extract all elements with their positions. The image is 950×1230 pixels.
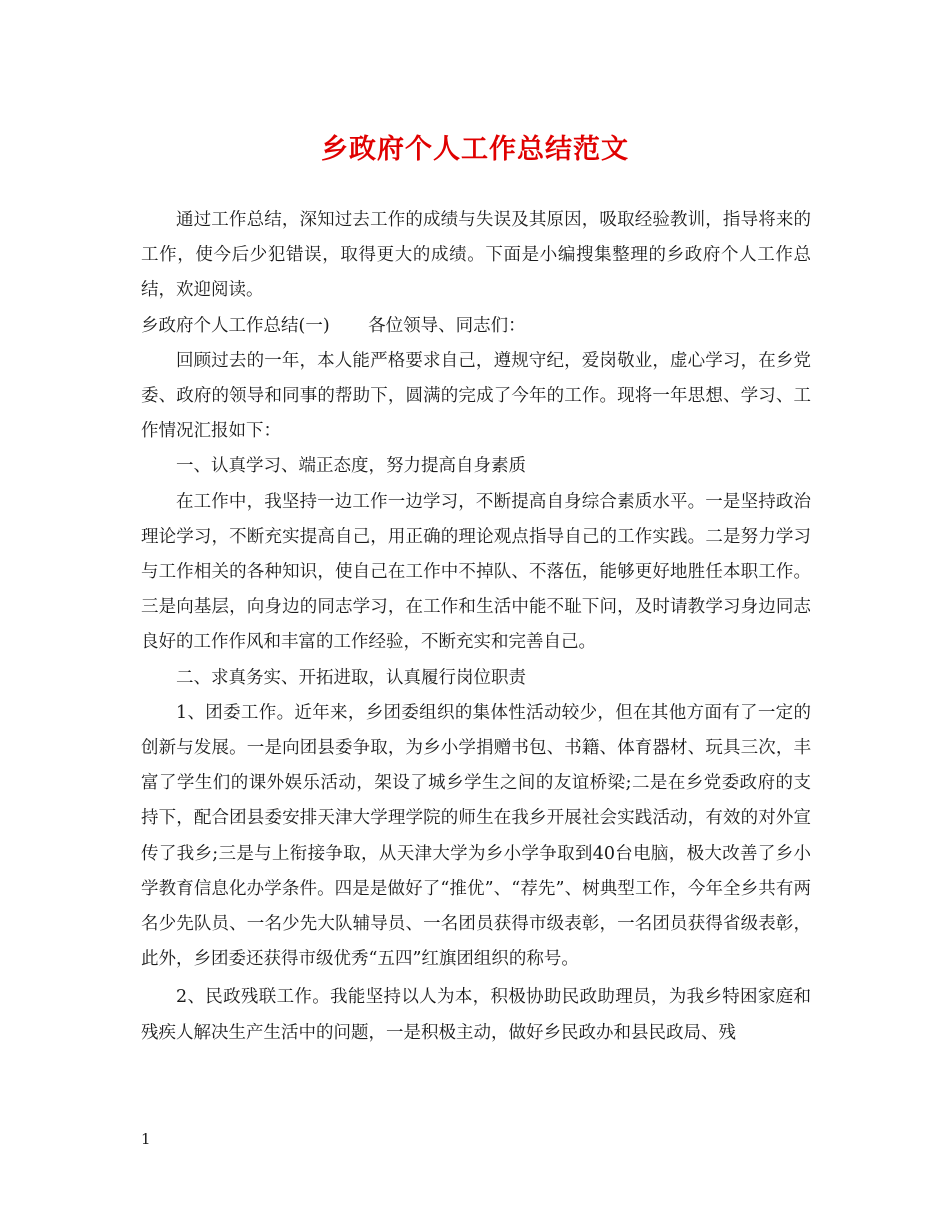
- heading-study: 一、认真学习、端正态度，努力提高自身素质: [176, 456, 526, 477]
- intro-paragraph: 通过工作总结，深知过去工作的成绩与失误及其原因，吸取经验教训，指导将来的工作，使今后少犯错误，取得更大的成绩。下面是小编搜集整理的乡政府个人工作总结，欢迎阅读。: [141, 210, 811, 301]
- civil-affairs-paragraph: 2、民政残联工作。我能坚持以人为本，积极协助民政助理员，为我乡特困家庭和残疾人解决生产生活中的问题，一是积极主动，做好乡民政办和县民政局、残: [141, 987, 811, 1043]
- page-number: 1: [141, 1130, 151, 1148]
- section-heading-line: [141, 309, 811, 344]
- document-title: 乡政府个人工作总结范文: [321, 134, 629, 165]
- study-paragraph: 在工作中，我坚持一边工作一边学习，不断提高自身综合素质水平。一是坚持政治理论学习，不断充实提高自己，用正确的理论观点指导自己的工作实践。二是努力学习与工作相关的各种知识，使自己在工作中不掉队、不落伍，能够更好地胜任本职工作。三是向基层，向身边的同志学习，在工作和生活中能不耻下问，及时请教学习身边同志良好的工作作风和丰富的工作经验，不断充实和完善自己。: [141, 491, 811, 653]
- salutation: 各位领导、同志们：: [368, 315, 526, 336]
- section-heading: 乡政府个人工作总结(一): [141, 315, 330, 336]
- document-body: [141, 203, 811, 1051]
- youth-league-paragraph: 1、团委工作。近年来，乡团委组织的集体性活动较少，但在其他方面有了一定的创新与发展。一是向团县委争取，为乡小学捐赠书包、书籍、体育器材、玩具三次，丰富了学生们的课外娱乐活动，架设了城乡学生之间的友谊桥梁;二是在乡党委政府的支持下，配合团县委安排天津大学理学院的师生在我乡开展社会实践活动，有效的对外宣传了我乡;三是与上衔接争取，从天津大学为乡小学争取到40台电脑，极大改善了乡小学教育信息化办学条件。四是是做好了“推优”、“荐先”、树典型工作，今年全乡共有两名少先队员、一名少先大队辅导员、一名团员获得市级表彰，一名团员获得省级表彰，此外，乡团委还获得市级优秀“五四”红旗团组织的称号。: [141, 702, 811, 970]
- review-paragraph: 回顾过去的一年，本人能严格要求自己，遵规守纪，爱岗敬业，虚心学习，在乡党委、政府的领导和同事的帮助下，圆满的完成了今年的工作。现将一年思想、学习、工作情况汇报如下：: [141, 350, 811, 442]
- heading-duties: 二、求真务实、开拓进取，认真履行岗位职责: [176, 667, 526, 688]
